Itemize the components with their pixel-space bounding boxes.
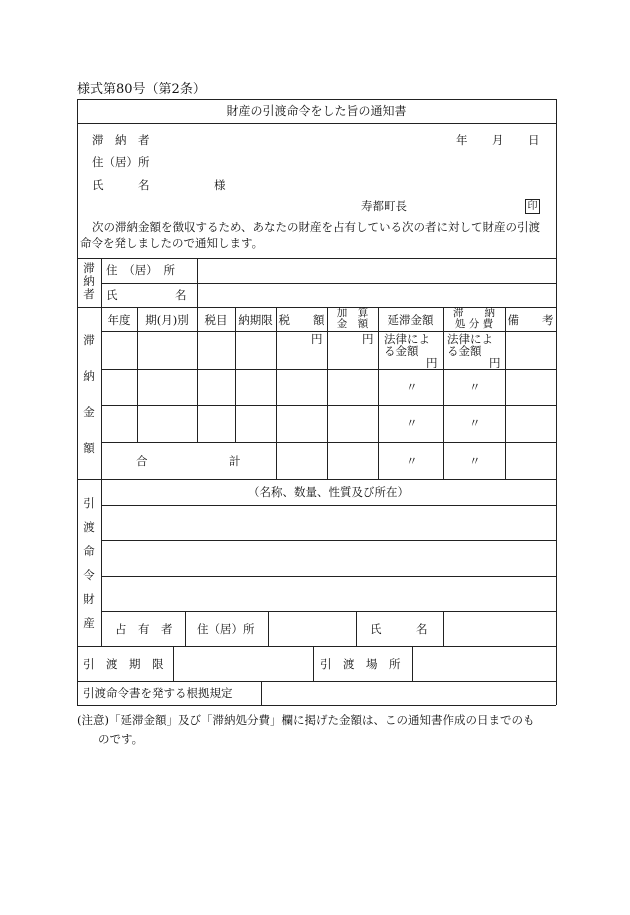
header-disposition-fee-1: 滞 納 bbox=[453, 307, 495, 319]
delinquent-side-label-3: 者 bbox=[83, 287, 95, 301]
ditto-mark: 〃 bbox=[469, 380, 481, 394]
delinquent-name-label: 氏 名 bbox=[106, 288, 187, 302]
body-text-line2: 命令を発しましたので通知します。 bbox=[80, 236, 264, 250]
disposition-by-law-2: る金額 bbox=[447, 344, 482, 358]
amount-side-label-1: 滞 bbox=[83, 333, 95, 347]
ditto-mark: 〃 bbox=[469, 416, 481, 430]
surcharge-yen-unit: 円 bbox=[362, 332, 374, 346]
form-number: 様式第80号（第2条） bbox=[77, 82, 206, 97]
tax-yen-unit: 円 bbox=[311, 332, 323, 346]
delinquent-side-label-2: 納 bbox=[83, 274, 95, 288]
late-fee-by-law-2: る金額 bbox=[384, 344, 419, 358]
recipient-name-label: 氏 名 bbox=[92, 178, 150, 192]
body-text-line1: 次の滞納金額を徴収するため、あなたの財産を占有している次の者に対して財産の引渡 bbox=[92, 220, 541, 234]
header-surcharge-2: 金 額 bbox=[336, 318, 369, 330]
late-fee-by-law-1: 法律によ bbox=[384, 332, 430, 346]
note-line1: (注意)「延滞金額」及び「滞納処分費」欄に掲げた金額は、この通知書作成の日までのも bbox=[77, 713, 535, 727]
basis-label: 引渡命令書を発する根拠規定 bbox=[83, 686, 233, 700]
document-title: 財産の引渡命令をした旨の通知書 bbox=[226, 104, 407, 118]
header-tax-amount: 税 額 bbox=[278, 313, 325, 327]
amount-side-label-3: 金 bbox=[83, 405, 95, 419]
property-side-label-4: 令 bbox=[83, 568, 95, 582]
note-line2: のです。 bbox=[98, 732, 144, 746]
occupant-label: 占 有 者 bbox=[115, 622, 173, 636]
property-heading: （名称、数量、性質及び所在） bbox=[248, 485, 409, 499]
header-tax-item: 税目 bbox=[204, 313, 228, 327]
occupant-name-label: 氏 名 bbox=[370, 622, 428, 636]
late-fee-yen-unit: 円 bbox=[426, 356, 438, 370]
delivery-place-label: 引 渡 場 所 bbox=[320, 657, 401, 671]
ditto-mark: 〃 bbox=[406, 380, 418, 394]
seal-box: 印 bbox=[525, 199, 540, 214]
header-surcharge-1: 加 算 bbox=[336, 307, 369, 319]
amount-side-label-2: 納 bbox=[83, 369, 95, 383]
recipient-address-label: 住（居）所 bbox=[92, 155, 150, 169]
amount-side-label-4: 額 bbox=[83, 441, 95, 455]
ditto-mark: 〃 bbox=[406, 454, 418, 468]
header-disposition-fee-2: 処 分 費 bbox=[454, 318, 494, 330]
delinquent-side-label-1: 滞 bbox=[83, 261, 95, 275]
occupant-address-label: 住（居）所 bbox=[197, 622, 255, 636]
header-period: 期(月)別 bbox=[145, 313, 189, 327]
date-year: 年 bbox=[456, 133, 468, 147]
header-deadline: 納期限 bbox=[238, 313, 273, 327]
issuer-name: 寿都町長 bbox=[361, 199, 407, 213]
property-side-label-6: 産 bbox=[83, 616, 95, 630]
date-month: 月 bbox=[492, 133, 504, 147]
delivery-deadline-label: 引 渡 期 限 bbox=[83, 657, 164, 671]
property-side-label-2: 渡 bbox=[83, 520, 95, 534]
header-late-fee: 延滞金額 bbox=[387, 313, 434, 327]
honorific: 様 bbox=[214, 178, 226, 192]
recipient-label: 滞 納 者 bbox=[92, 133, 150, 147]
date-day: 日 bbox=[528, 133, 540, 147]
ditto-mark: 〃 bbox=[406, 416, 418, 430]
header-remarks: 備 考 bbox=[507, 313, 554, 327]
header-year: 年度 bbox=[107, 313, 131, 327]
total-label-right: 計 bbox=[229, 454, 241, 468]
property-side-label-3: 命 bbox=[83, 544, 95, 558]
ditto-mark: 〃 bbox=[469, 454, 481, 468]
delinquent-address-label: 住 （居） 所 bbox=[106, 263, 175, 277]
property-side-label-1: 引 bbox=[83, 496, 95, 510]
property-side-label-5: 財 bbox=[83, 592, 95, 606]
total-label-left: 合 bbox=[136, 454, 148, 468]
disposition-by-law-1: 法律によ bbox=[447, 332, 493, 346]
disposition-yen-unit: 円 bbox=[489, 356, 501, 370]
